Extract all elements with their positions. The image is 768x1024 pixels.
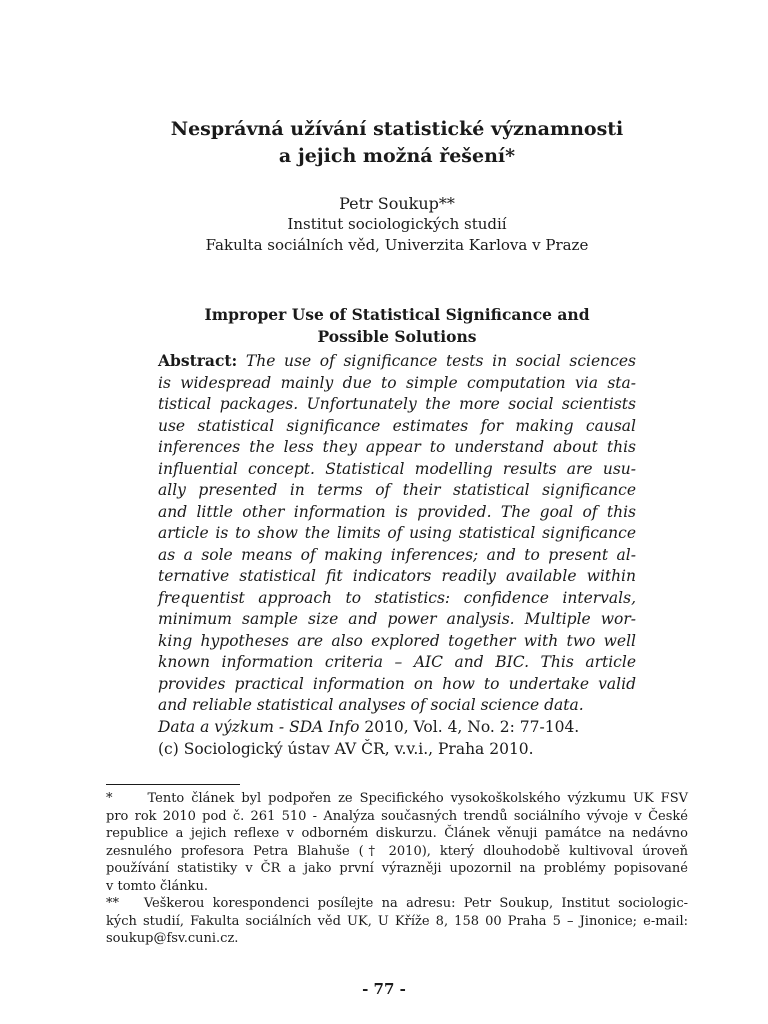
abstract-line	[158, 502, 636, 524]
footnote-line: v tomto článku.	[106, 878, 208, 894]
abstract-line	[158, 416, 636, 438]
page-number: - 77 -	[362, 980, 406, 998]
footnote-line: pro rok 2010 pod č. 261 510 - Analýza současných trendů sociálního vývoje v České	[106, 808, 688, 824]
author-affiliation-2: Fakulta sociálních věd, Univerzita Karlova v Praze	[205, 236, 589, 254]
english-title	[100, 304, 694, 348]
abstract-text: king hypotheses are also explored together with two well	[158, 631, 636, 650]
article-title	[100, 116, 694, 170]
footnote-line: používání statistiky v ČR a jako první výrazněji upozornil na problémy popisované	[106, 861, 688, 876]
english-title-line-2: Possible Solutions	[317, 327, 477, 346]
abstract-line	[158, 480, 636, 502]
abstract-text: and little other information is provided. The goal of this	[158, 502, 636, 521]
abstract-text: article is to show the limits of using statistical significance	[158, 524, 636, 542]
footnote-line: kých studií, Fakulta sociálních věd UK, U Kříže 8, 158 00 Praha 5 – Jinonice; e-mail:	[106, 913, 688, 929]
author-affiliation-1: Institut sociologických studií	[287, 215, 507, 233]
copyright-line: (c) Sociologický ústav AV ČR, v.v.i., Praha 2010.	[158, 740, 534, 758]
footnote-line: * Tento článek byl podpořen ze Specifického vysokoškolského výzkumu UK FSV	[106, 791, 688, 806]
abstract-line	[158, 523, 636, 545]
footnote-line: republice a jejich reflexe v odborném diskurzu. Článek věnuji památce na nedávno	[106, 826, 688, 841]
abstract-text: use statistical significance estimates for making causal	[158, 416, 636, 435]
footnote-line: ** Veškerou korespondenci posílejte na adresu: Petr Soukup, Institut sociologic-	[106, 896, 688, 911]
abstract-text: influential concept. Statistical modelling results are usu-	[158, 459, 636, 478]
abstract-line	[158, 566, 636, 588]
abstract-text: is widespread mainly due to simple computation via sta-	[158, 373, 636, 392]
abstract-line	[158, 695, 636, 717]
abstract-text: The use of significance tests in social sciences	[245, 352, 636, 370]
title-line-1: Nesprávná užívání statistické významnosti	[170, 118, 624, 140]
abstract-line	[158, 588, 636, 610]
abstract-label: Abstract:	[158, 351, 238, 370]
abstract-line	[158, 459, 636, 481]
citation-line	[158, 716, 636, 738]
abstract-text: ternative statistical fit indicators readily available within	[158, 567, 636, 585]
abstract-line	[158, 631, 636, 653]
abstract-text: ally presented in terms of their statistical significance	[158, 481, 636, 499]
abstract-text: frequentist approach to statistics: confidence intervals,	[158, 588, 636, 607]
abstract-text: minimum sample size and power analysis. Multiple wor-	[158, 610, 636, 628]
abstract-line	[158, 545, 636, 567]
footnote-line: zesnulého profesora Petra Blahuše († 2010), který dlouhodobě kultivoval úroveň	[106, 843, 688, 859]
abstract-line	[158, 350, 636, 373]
abstract	[158, 350, 636, 717]
footnote-line: soukup@fsv.cuni.cz.	[106, 931, 239, 946]
abstract-line	[158, 652, 636, 674]
abstract-text: known information criteria – AIC and BIC. This article	[158, 653, 636, 671]
abstract-text: tistical packages. Unfortunately the more social scientists	[158, 395, 636, 413]
abstract-text: as a sole means of making inferences; and to present al-	[158, 545, 636, 564]
abstract-text: inferences the less they appear to understand about this	[158, 438, 636, 456]
title-line-2: a jejich možná řešení*	[278, 145, 516, 167]
abstract-text: and reliable statistical analyses of social science data.	[158, 696, 584, 714]
citation-details: 2010, Vol. 4, No. 2: 77-104.	[359, 718, 580, 736]
abstract-line	[158, 609, 636, 631]
journal-name: Data a výzkum - SDA Info	[158, 718, 360, 736]
author-block	[100, 193, 694, 256]
abstract-line	[158, 674, 636, 696]
abstract-line	[158, 373, 636, 395]
english-title-line-1: Improper Use of Statistical Significance and	[204, 305, 590, 324]
footnote-divider	[106, 784, 240, 785]
abstract-line	[158, 437, 636, 459]
author-name: Petr Soukup**	[339, 194, 455, 213]
abstract-text: provides practical information on how to undertake valid	[158, 674, 636, 693]
abstract-line	[158, 394, 636, 416]
footnotes	[106, 790, 688, 948]
citation	[158, 716, 636, 760]
